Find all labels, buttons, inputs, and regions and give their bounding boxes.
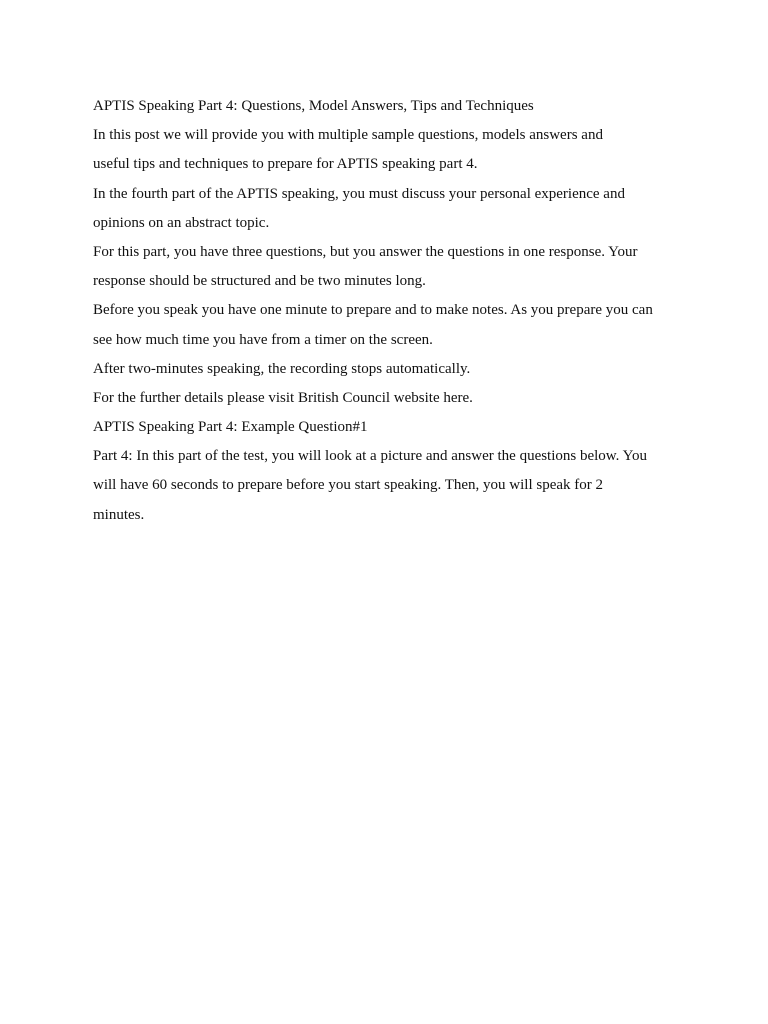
part4-description-line-1: In the fourth part of the APTIS speaking, you must discuss your personal experience and xyxy=(93,185,625,202)
questions-line-2: response should be structured and be two minutes long. xyxy=(93,273,426,290)
example-instructions-line-2: will have 60 seconds to prepare before you start speaking. Then, you will speak for 2 xyxy=(93,477,603,494)
document-title: APTIS Speaking Part 4: Questions, Model Answers, Tips and Techniques xyxy=(93,98,534,114)
preparation-line-2: see how much time you have from a timer on the screen. xyxy=(93,331,433,348)
recording-line: After two-minutes speaking, the recording stops automatically. xyxy=(93,360,471,377)
preparation-line-1: Before you speak you have one minute to prepare and to make notes. As you prepare you can xyxy=(93,302,653,319)
document-page xyxy=(93,92,683,530)
intro-line-1: In this post we will provide you with multiple sample questions, models answers and xyxy=(93,127,603,144)
part4-description-line-2: opinions on an abstract topic. xyxy=(93,214,270,231)
example-instructions-line-1: Part 4: In this part of the test, you will look at a picture and answer the questions below. You xyxy=(93,448,647,465)
questions-line-1: For this part, you have three questions, but you answer the questions in one response. Your xyxy=(93,243,638,260)
intro-line-2: useful tips and techniques to prepare for APTIS speaking part 4. xyxy=(93,156,478,173)
example-question-heading: APTIS Speaking Part 4: Example Question#1 xyxy=(93,419,368,436)
details-line: For the further details please visit British Council website here. xyxy=(93,389,473,406)
example-instructions-line-3: minutes. xyxy=(93,506,145,523)
